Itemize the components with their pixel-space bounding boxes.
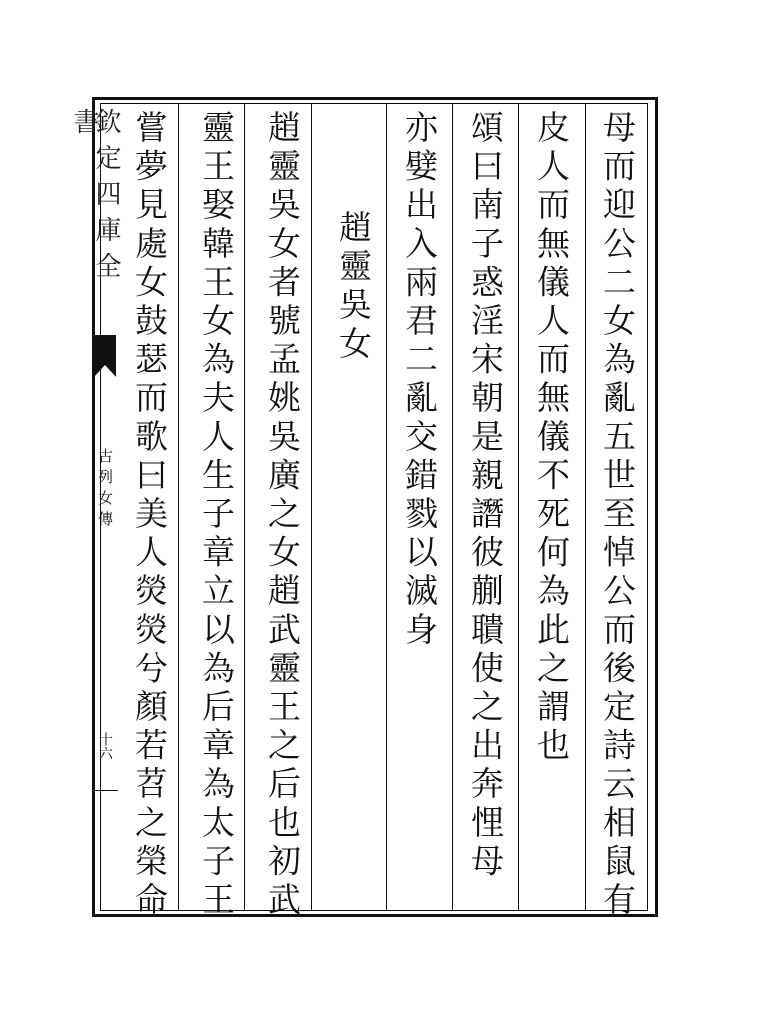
- chapter-heading: 趙靈吳女: [334, 210, 373, 365]
- fishtail-mark-tip: [94, 365, 116, 377]
- column-rule: [386, 103, 387, 911]
- text-column-7: 靈王娶韓王女為夫人生子章立以為后章為太子王: [197, 110, 236, 921]
- text-column-6: 趙靈吳女者號孟姚吳廣之女趙武靈王之后也初武: [263, 110, 302, 921]
- page-number: 十六: [97, 732, 113, 760]
- text-column-2: 皮人而無儀人而無儀不死何為此之謂也: [532, 110, 571, 767]
- text-column-4: 亦嬖出入兩君二亂交錯戮以滅身: [400, 110, 439, 651]
- text-column-1: 母而迎公二女為亂五世至悼公而後定詩云相鼠有: [598, 110, 637, 921]
- column-rule: [178, 103, 179, 911]
- column-rule: [452, 103, 453, 911]
- column-rule: [244, 103, 245, 911]
- section-title: 古列女傳: [96, 448, 114, 532]
- page-number-rule: [94, 790, 118, 791]
- book-title: 欽定四庫全書: [69, 108, 121, 288]
- column-rule: [585, 103, 586, 911]
- text-column-3: 頌曰南子惑淫宋朝是親譖彼蒯聵使之出奔悝母: [466, 110, 505, 882]
- text-column-8: 嘗夢見處女鼓瑟而歌曰美人熒熒兮顏若苕之榮命: [130, 110, 169, 921]
- fishtail-mark: [94, 335, 116, 365]
- column-rule: [518, 103, 519, 911]
- column-rule: [311, 103, 312, 911]
